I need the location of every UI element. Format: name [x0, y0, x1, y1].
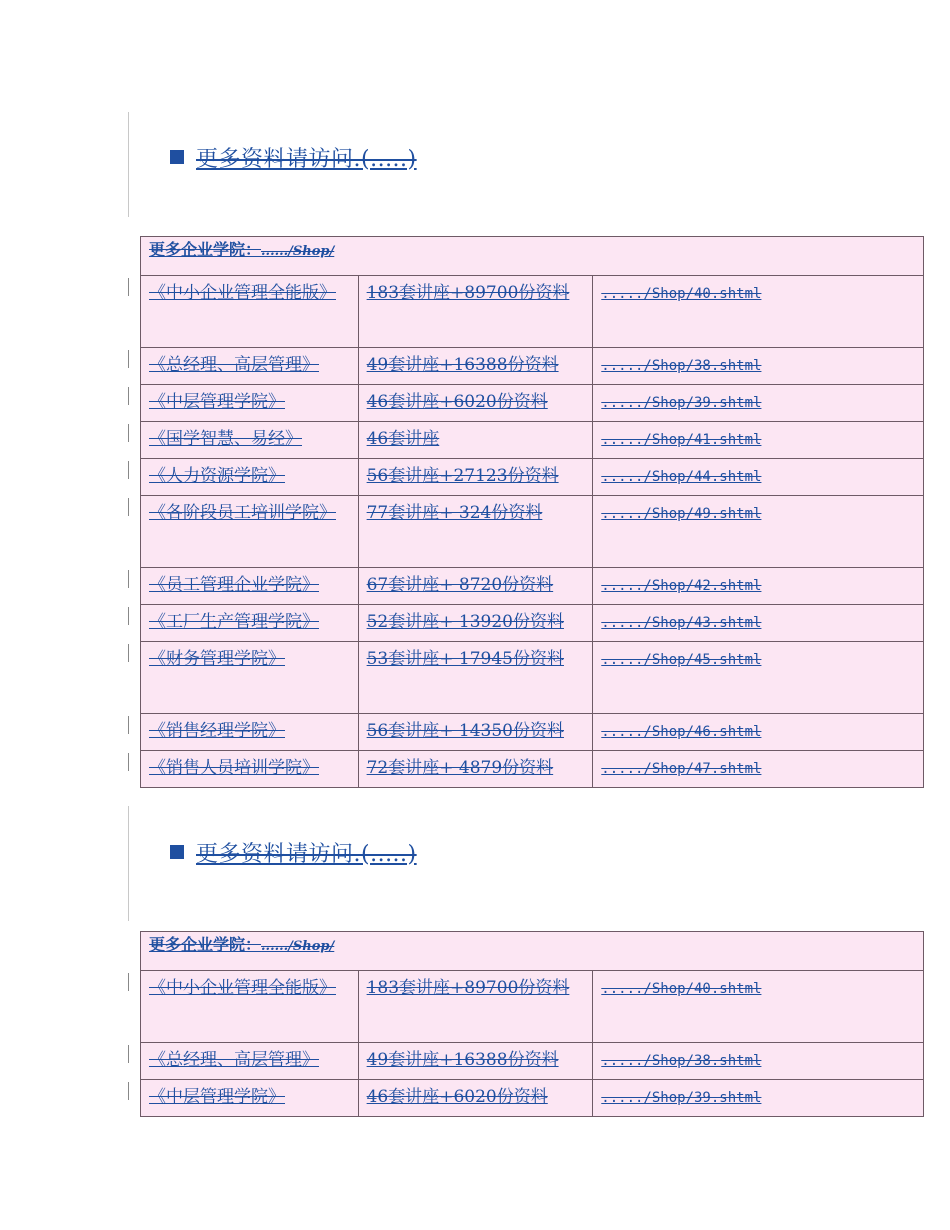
table-row	[141, 714, 924, 751]
margin-tick	[128, 716, 129, 734]
shop-url-link[interactable]: ...../Shop/45.shtml	[601, 652, 762, 668]
course-link[interactable]: 《销售经理学院》	[149, 721, 285, 741]
lectures-link[interactable]: 67套讲座+ 8720份资料	[366, 575, 554, 595]
url-cell	[593, 605, 924, 642]
table-header-row	[141, 932, 924, 971]
table-row	[141, 1080, 924, 1117]
section-heading	[170, 141, 417, 173]
course-link[interactable]: 《中层管理学院》	[149, 392, 285, 412]
table-row	[141, 348, 924, 385]
shop-url-link[interactable]: ...../Shop/44.shtml	[601, 469, 762, 485]
url-cell	[593, 459, 924, 496]
url-cell	[593, 714, 924, 751]
course-cell	[141, 971, 359, 1043]
lectures-cell	[358, 496, 593, 568]
margin-tick	[128, 753, 129, 771]
shop-url-link[interactable]: ...../Shop/41.shtml	[601, 432, 762, 448]
url-cell	[593, 971, 924, 1043]
table-row	[141, 1043, 924, 1080]
course-link[interactable]: 《中小企业管理全能版》	[149, 283, 336, 303]
more-colleges-label[interactable]: 更多企业学院：	[149, 935, 262, 954]
course-link[interactable]: 《工厂生产管理学院》	[149, 612, 319, 632]
more-resources-link[interactable]: 更多资料请访问.(.....)	[196, 841, 417, 867]
course-link[interactable]: 《总经理、高层管理》	[149, 355, 319, 375]
course-cell	[141, 1080, 359, 1117]
table-header-cell	[141, 932, 924, 971]
course-link[interactable]: 《总经理、高层管理》	[149, 1050, 319, 1070]
table-row	[141, 751, 924, 788]
margin-tick	[128, 350, 129, 368]
square-bullet-icon	[170, 845, 184, 859]
lectures-link[interactable]: 183套讲座+89700份资料	[366, 283, 570, 303]
url-cell	[593, 496, 924, 568]
url-cell	[593, 751, 924, 788]
table-row	[141, 971, 924, 1043]
course-link[interactable]: 《销售人员培训学院》	[149, 758, 319, 778]
shop-root-link[interactable]: ....../Shop/	[261, 244, 335, 259]
course-link[interactable]: 《各阶段员工培训学院》	[149, 503, 336, 523]
table-row	[141, 605, 924, 642]
shop-url-link[interactable]: ...../Shop/39.shtml	[601, 395, 762, 411]
margin-tick	[128, 461, 129, 479]
lectures-link[interactable]: 46套讲座+6020份资料	[366, 392, 548, 412]
lectures-link[interactable]: 72套讲座+ 4879份资料	[366, 758, 554, 778]
shop-url-link[interactable]: ...../Shop/40.shtml	[601, 286, 762, 302]
lectures-cell	[358, 751, 593, 788]
course-link[interactable]: 《国学智慧、易经》	[149, 429, 302, 449]
url-cell	[593, 1080, 924, 1117]
url-cell	[593, 385, 924, 422]
url-cell	[593, 568, 924, 605]
margin-guide	[128, 112, 129, 217]
url-cell	[593, 276, 924, 348]
shop-url-link[interactable]: ...../Shop/40.shtml	[601, 981, 762, 997]
shop-url-link[interactable]: ...../Shop/38.shtml	[601, 1053, 762, 1069]
margin-tick	[128, 1082, 129, 1100]
lectures-link[interactable]: 77套讲座+ 324份资料	[366, 503, 543, 523]
lectures-cell	[358, 276, 593, 348]
lectures-link[interactable]: 46套讲座+6020份资料	[366, 1087, 548, 1107]
course-cell	[141, 751, 359, 788]
shop-url-link[interactable]: ...../Shop/46.shtml	[601, 724, 762, 740]
table-row	[141, 276, 924, 348]
shop-url-link[interactable]: ...../Shop/47.shtml	[601, 761, 762, 777]
course-cell	[141, 714, 359, 751]
shop-url-link[interactable]: ...../Shop/49.shtml	[601, 506, 762, 522]
course-cell	[141, 348, 359, 385]
margin-tick	[128, 973, 129, 991]
shop-root-link[interactable]: ....../Shop/	[261, 939, 335, 954]
lectures-link[interactable]: 53套讲座+ 17945份资料	[366, 649, 564, 669]
shop-url-link[interactable]: ...../Shop/38.shtml	[601, 358, 762, 374]
lectures-cell	[358, 348, 593, 385]
course-cell	[141, 276, 359, 348]
lectures-link[interactable]: 49套讲座+16388份资料	[366, 355, 559, 375]
table-row	[141, 459, 924, 496]
margin-tick	[128, 570, 129, 588]
shop-url-link[interactable]: ...../Shop/39.shtml	[601, 1090, 762, 1106]
lectures-cell	[358, 1080, 593, 1117]
table-row	[141, 385, 924, 422]
course-link[interactable]: 《人力资源学院》	[149, 466, 285, 486]
url-cell	[593, 642, 924, 714]
margin-tick	[128, 278, 129, 296]
table-row	[141, 422, 924, 459]
square-bullet-icon	[170, 150, 184, 164]
course-cell	[141, 568, 359, 605]
section-heading	[170, 836, 417, 868]
course-link[interactable]: 《员工管理企业学院》	[149, 575, 319, 595]
table-row	[141, 496, 924, 568]
margin-tick	[128, 644, 129, 662]
lectures-cell	[358, 568, 593, 605]
course-link[interactable]: 《财务管理学院》	[149, 649, 285, 669]
shop-table	[140, 236, 924, 788]
course-cell	[141, 496, 359, 568]
lectures-link[interactable]: 46套讲座	[366, 429, 440, 449]
url-cell	[593, 348, 924, 385]
url-cell	[593, 422, 924, 459]
shop-url-link[interactable]: ...../Shop/42.shtml	[601, 578, 762, 594]
course-cell	[141, 1043, 359, 1080]
margin-tick	[128, 424, 129, 442]
lectures-cell	[358, 642, 593, 714]
more-resources-link[interactable]: 更多资料请访问.(.....)	[196, 146, 417, 172]
margin-tick	[128, 607, 129, 625]
lectures-link[interactable]: 49套讲座+16388份资料	[366, 1050, 559, 1070]
table-row	[141, 568, 924, 605]
margin-guide	[128, 806, 129, 921]
course-cell	[141, 385, 359, 422]
lectures-cell	[358, 385, 593, 422]
margin-tick	[128, 498, 129, 516]
table-header-row	[141, 237, 924, 276]
lectures-cell	[358, 422, 593, 459]
table-header-cell	[141, 237, 924, 276]
lectures-link[interactable]: 183套讲座+89700份资料	[366, 978, 570, 998]
margin-tick	[128, 387, 129, 405]
shop-url-link[interactable]: ...../Shop/43.shtml	[601, 615, 762, 631]
more-colleges-label[interactable]: 更多企业学院：	[149, 240, 262, 259]
course-link[interactable]: 《中层管理学院》	[149, 1087, 285, 1107]
table-row	[141, 642, 924, 714]
lectures-cell	[358, 605, 593, 642]
lectures-cell	[358, 971, 593, 1043]
margin-tick	[128, 1045, 129, 1063]
lectures-link[interactable]: 56套讲座+ 14350份资料	[366, 721, 564, 741]
url-cell	[593, 1043, 924, 1080]
course-cell	[141, 459, 359, 496]
course-link[interactable]: 《中小企业管理全能版》	[149, 978, 336, 998]
course-cell	[141, 605, 359, 642]
course-cell	[141, 642, 359, 714]
lectures-link[interactable]: 56套讲座+27123份资料	[366, 466, 559, 486]
lectures-cell	[358, 459, 593, 496]
shop-table	[140, 931, 924, 1117]
lectures-cell	[358, 714, 593, 751]
lectures-link[interactable]: 52套讲座+ 13920份资料	[366, 612, 564, 632]
lectures-cell	[358, 1043, 593, 1080]
course-cell	[141, 422, 359, 459]
